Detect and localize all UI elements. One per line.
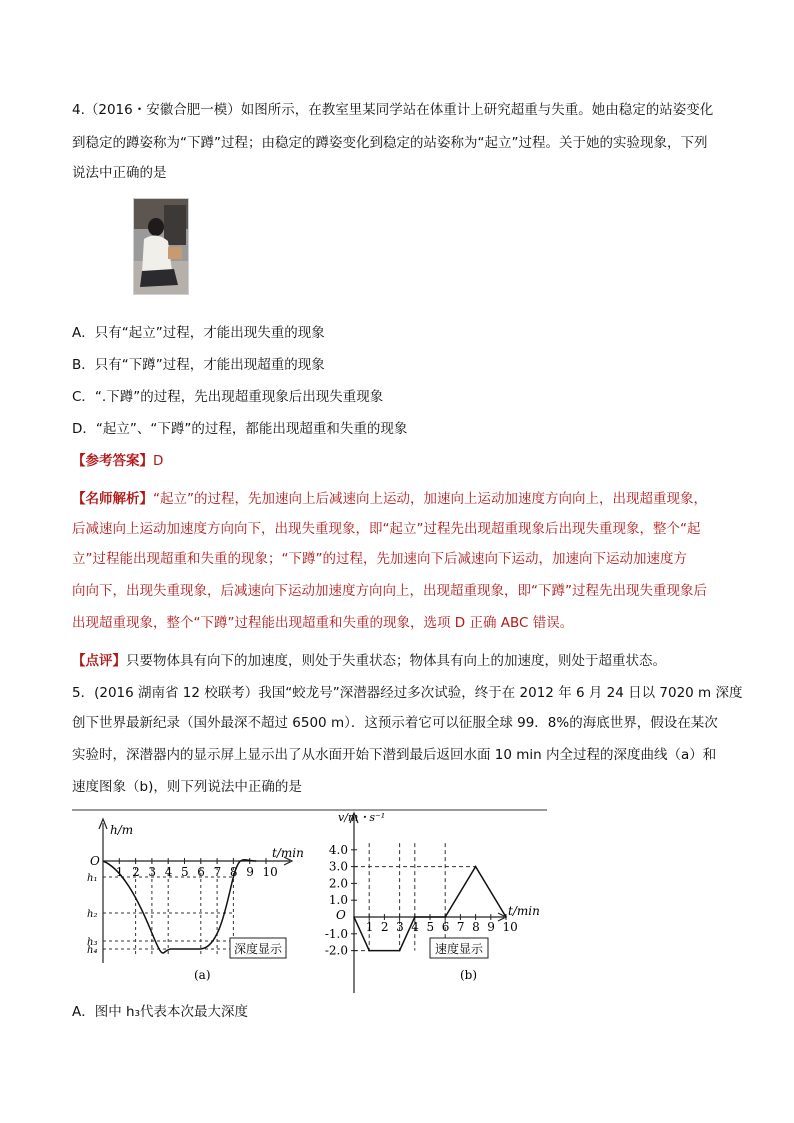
q5-stem-line-3: 实验时，深潜器内的显示屏上显示出了从水面开始下潜到最后返回水面 10 min 内全过程的深度曲线（a）和 — [72, 747, 717, 763]
analysis-tag: 【名师解析】 — [72, 491, 153, 507]
depth-y-tick-label: h₃ — [87, 937, 98, 948]
comment-tag: 【点评】 — [72, 653, 126, 669]
depth-origin: O — [90, 854, 100, 868]
depth-ylabel: h/m — [110, 823, 134, 837]
analysis-text-1: “起立”的过程，先加速向上后减速向上运动，加速向上运动加速度方向向上，出现超重现象， — [153, 491, 707, 507]
q5-option-a: A．图中 h₃代表本次最大深度 — [72, 1004, 248, 1020]
velocity-xlabel: t/min — [508, 904, 540, 918]
q4-option-a: A．只有“起立”过程，才能出现失重的现象 — [72, 325, 325, 341]
velocity-x-tick-label: 9 — [487, 920, 495, 934]
depth-xlabel: t/min — [272, 846, 304, 860]
velocity-y-tick-label: 3.0 — [328, 859, 348, 874]
velocity-y-ticks — [325, 843, 357, 958]
depth-display-label: 深度显示 — [233, 942, 283, 956]
velocity-y-tick-label: -1.0 — [324, 926, 348, 941]
velocity-x-tick-label: 5 — [426, 920, 435, 934]
velocity-figure — [325, 811, 540, 993]
velocity-data-point — [368, 950, 370, 952]
q4-option-b: B．只有“下蹲”过程，才能出现超重的现象 — [72, 357, 325, 373]
velocity-y-tick-label: 1.0 — [328, 893, 348, 908]
velocity-x-tick-label: 1 — [365, 920, 374, 934]
q4-stem-line-2: 到稳定的蹲姿称为“下蹲”过程；由稳定的蹲姿变化到稳定的站姿称为“起立”过程。关于她的实验现象，下列 — [72, 135, 708, 151]
depth-x-tick-label: 6 — [197, 865, 205, 879]
answer-tag: 【参考答案】 — [72, 453, 153, 469]
q5-figures — [72, 805, 552, 1000]
velocity-origin: O — [336, 908, 346, 922]
velocity-x-tick-label: 2 — [380, 920, 389, 934]
q4-stem-line-3: 说法中正确的是 — [72, 165, 167, 181]
velocity-x-tick-label: 4 — [411, 920, 419, 934]
depth-x-tick-label: 1 — [115, 865, 124, 879]
velocity-y-tick-label: 4.0 — [328, 842, 348, 857]
depth-x-tick-label: 9 — [246, 865, 254, 879]
depth-figure — [87, 819, 304, 982]
velocity-x-tick-label: 8 — [472, 920, 480, 934]
q5-stem-line-4: 速度图象（b)，则下列说法中正确的是 — [72, 779, 302, 795]
depth-y-tick-label: h₁ — [87, 873, 98, 884]
depth-x-tick-label: 10 — [262, 865, 278, 879]
comment-text: 只要物体具有向下的加速度，则处于失重状态；物体具有向上的加速度，则处于超重状态。 — [126, 653, 666, 669]
depth-y-tick-label: h₂ — [87, 909, 98, 920]
depth-caption: (a) — [194, 968, 211, 982]
analysis-line-2: 后减速向上运动加速度方向向下，出现失重现象，即“起立”过程先出现超重现象后出现失重现象，整个“起 — [72, 521, 701, 537]
analysis-line-1 — [72, 489, 707, 509]
velocity-x-tick-label: 7 — [456, 920, 465, 934]
depth-x-tick-label: 4 — [164, 865, 173, 879]
velocity-data-point — [414, 916, 416, 918]
comment-row — [72, 651, 666, 671]
velocity-x-tick-label: 10 — [502, 920, 518, 934]
velocity-y-tick-label: 2.0 — [328, 876, 348, 891]
velocity-data-point — [475, 866, 477, 868]
velocity-caption: (b) — [460, 968, 478, 982]
depth-x-tick-label: 5 — [181, 865, 189, 879]
student-photo — [133, 198, 189, 295]
depth-x-tick-label: 2 — [132, 865, 140, 879]
depth-x-tick-label: 8 — [229, 865, 238, 879]
answer-row — [72, 451, 163, 471]
q5-stem-line-1: 5．(2016 湖南省 12 校联考）我国“蛟龙号”深潜器经过多次试验，终于在 2012 年 6 月 24 日以 7020 m 深度 — [72, 685, 743, 701]
q4-option-d: D．“起立”、“下蹲”的过程，都能出现超重和失重的现象 — [72, 421, 408, 437]
q4-stem-line-1: 4.（2016・安徽合肥一模）如图所示，在教室里某同学站在体重计上研究超重与失重。她由稳定的站姿变化 — [72, 102, 714, 118]
velocity-data-point — [399, 950, 401, 952]
analysis-line-4: 向向下，出现失重现象，后减速向下运动加速度方向向上，出现超重现象，即“下蹲”过程先出现失重现象后 — [72, 583, 707, 599]
velocity-ylabel: v/m・s⁻¹ — [338, 811, 386, 824]
velocity-data-point — [505, 916, 507, 918]
answer-value: D — [153, 453, 164, 469]
analysis-line-3: 立”过程能出现超重和失重的现象；“下蹲”的过程，先加速向下后减速向下运动，加速向下运动加速度方 — [72, 551, 687, 567]
depth-x-tick-label: 7 — [213, 865, 222, 879]
depth-y-tick-label: h₄ — [87, 945, 98, 956]
velocity-x-tick-label: 3 — [396, 920, 404, 934]
depth-x-tick-label: 3 — [148, 865, 157, 879]
velocity-data-point — [444, 916, 446, 918]
q5-stem-line-2: 创下世界最新纪录（国外最深不超过 6500 m）．这预示着它可以征服全球 99．8%的海底世界，假设在某次 — [72, 715, 718, 731]
velocity-data-point — [353, 916, 355, 918]
velocity-display-label: 速度显示 — [434, 942, 484, 956]
analysis-line-5: 出现超重现象，整个“下蹲”过程能出现超重和失重的现象，选项 D 正确 ABC 错误。 — [72, 615, 574, 631]
velocity-x-tick-label: 6 — [441, 920, 450, 934]
q4-option-c: C．“.下蹲”的过程，先出现超重现象后出现失重现象 — [72, 389, 384, 405]
velocity-y-tick-label: -2.0 — [324, 943, 348, 958]
